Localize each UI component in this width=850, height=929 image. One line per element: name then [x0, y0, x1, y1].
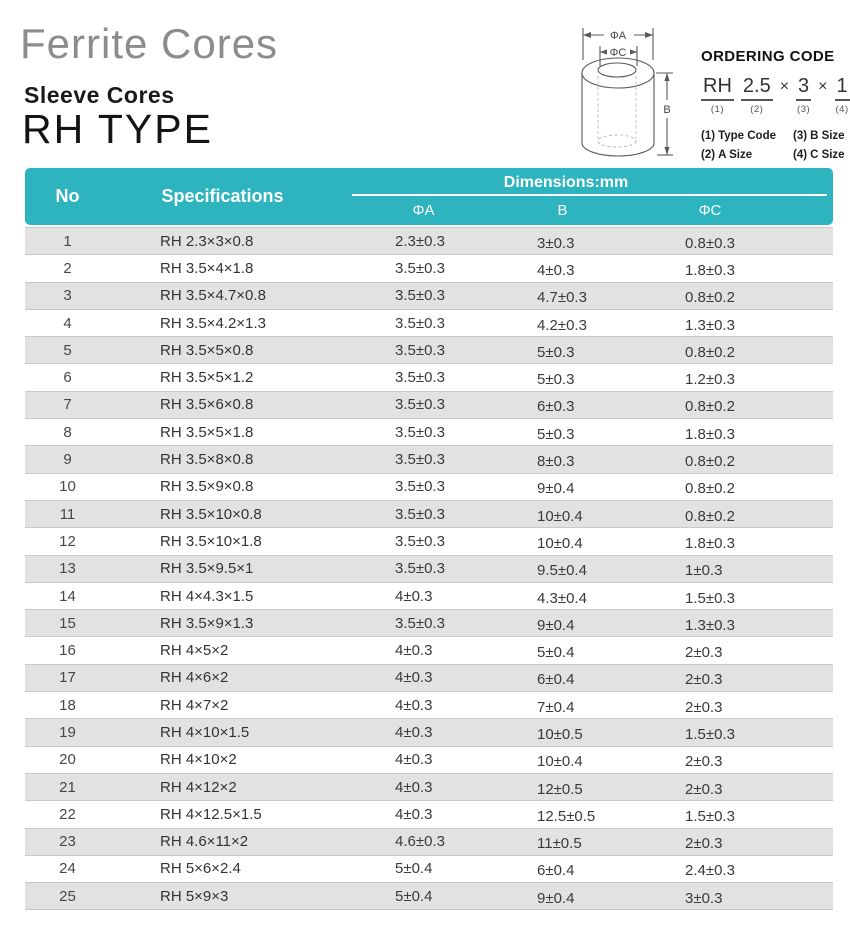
cell-dim-a: 3.5±0.3: [395, 423, 445, 441]
cell-dim-c: 2±0.3: [685, 753, 723, 771]
ordering-code-legend: [701, 130, 846, 161]
cell-no: 19: [59, 723, 76, 741]
cell-dim-b: 12.5±0.5: [537, 807, 596, 825]
table-row: [25, 719, 833, 746]
cell-dim-a: 4±0.3: [395, 723, 433, 741]
cell-dim-b: 3±0.3: [537, 234, 575, 252]
cell-spec: RH 5×9×3: [160, 887, 229, 905]
cell-dim-a: 4±0.3: [395, 669, 433, 687]
table-row: [25, 528, 833, 555]
cell-dim-c: 1.5±0.3: [685, 807, 735, 825]
page-subtitle: Sleeve Cores: [24, 82, 175, 108]
legend-label: C Size: [810, 149, 845, 161]
cell-no: 10: [59, 478, 76, 496]
cell-dim-b: 5±0.3: [537, 425, 575, 443]
cell-dim-b: 10±0.5: [537, 725, 583, 743]
table-row: [25, 501, 833, 528]
ordering-part-code: RH: [701, 76, 734, 101]
cell-dim-c: 0.8±0.2: [685, 289, 735, 307]
cell-dim-b: 10±0.4: [537, 753, 583, 771]
core-diagram: [560, 8, 710, 168]
cell-dim-c: 2±0.3: [685, 671, 723, 689]
dimensions-title: Dimensions:mm: [503, 174, 629, 191]
cell-dim-b: 4.2±0.3: [537, 316, 587, 334]
legend-label: A Size: [718, 149, 753, 161]
cell-spec: RH 3.5×8×0.8: [160, 451, 254, 469]
cell-dim-b: 8±0.3: [537, 453, 575, 471]
cell-dim-a: 3.5±0.3: [395, 396, 445, 414]
ordering-code-heading: ORDERING CODE: [701, 48, 835, 65]
cell-dim-c: 1.8±0.3: [685, 261, 735, 279]
cell-spec: RH 3.5×4.7×0.8: [160, 287, 266, 305]
table-row: [25, 474, 833, 501]
cell-no: 9: [63, 451, 72, 469]
cell-no: 21: [59, 778, 76, 796]
cell-dim-c: 0.8±0.2: [685, 398, 735, 416]
ordering-part-code: 1: [835, 76, 850, 101]
ordering-part-index: (2): [750, 104, 764, 115]
cell-spec: RH 3.5×9.5×1: [160, 560, 254, 578]
cell-spec: RH 3.5×6×0.8: [160, 396, 254, 414]
cell-dim-a: 4±0.3: [395, 778, 433, 796]
cell-spec: RH 5×6×2.4: [160, 860, 241, 878]
cell-no: 24: [59, 860, 76, 878]
cell-dim-b: 9.5±0.4: [537, 562, 587, 580]
cell-dim-b: 4.7±0.3: [537, 289, 587, 307]
ordering-part-index: (1): [710, 104, 724, 115]
table-row: [25, 610, 833, 637]
cell-dim-b: 6±0.4: [537, 862, 575, 880]
legend-key: (3): [793, 130, 808, 142]
cell-no: 25: [59, 887, 76, 905]
cell-no: 8: [63, 423, 72, 441]
column-header-specifications: Specifications: [161, 186, 284, 206]
cell-dim-c: 2.4±0.3: [685, 862, 735, 880]
table-row: [25, 446, 833, 473]
cell-no: 13: [59, 560, 76, 578]
cell-no: 20: [59, 751, 76, 769]
cell-no: 1: [63, 232, 72, 250]
cell-dim-c: 1.8±0.3: [685, 425, 735, 443]
cell-dim-c: 0.8±0.2: [685, 480, 735, 498]
table-row: [25, 747, 833, 774]
cell-dim-a: 3.5±0.3: [395, 341, 445, 359]
cell-spec: RH 4×12.5×1.5: [160, 805, 262, 823]
table-row: [25, 255, 833, 282]
cell-dim-a: 4±0.3: [395, 587, 433, 605]
cell-dim-c: 1±0.3: [685, 562, 723, 580]
type-title: RH TYPE: [22, 106, 213, 152]
table-row: [25, 801, 833, 828]
cell-dim-c: 0.8±0.2: [685, 453, 735, 471]
column-header-phi-c: ΦC: [698, 202, 722, 219]
cell-no: 3: [63, 287, 72, 305]
table-row: [25, 637, 833, 664]
cell-spec: RH 3.5×10×1.8: [160, 532, 262, 550]
legend-item: [701, 130, 793, 142]
table-row: [25, 556, 833, 583]
cell-dim-b: 6±0.3: [537, 398, 575, 416]
cell-spec: RH 3.5×9×1.3: [160, 614, 254, 632]
cell-dim-a: 5±0.4: [395, 860, 433, 878]
table-row: [25, 829, 833, 856]
ordering-code-panel: [701, 48, 849, 161]
cell-spec: RH 3.5×9×0.8: [160, 478, 254, 496]
cell-dim-c: 2±0.3: [685, 698, 723, 716]
cell-spec: RH 3.5×10×0.8: [160, 505, 262, 523]
cell-dim-a: 4±0.3: [395, 642, 433, 660]
cell-dim-c: 1.5±0.3: [685, 725, 735, 743]
cell-no: 18: [59, 696, 76, 714]
cell-dim-a: 3.5±0.3: [395, 532, 445, 550]
cell-dim-c: 1.3±0.3: [685, 616, 735, 634]
cell-spec: RH 4×5×2: [160, 642, 229, 660]
multiply-sign: ×: [779, 78, 790, 95]
cell-dim-a: 3.5±0.3: [395, 287, 445, 305]
table-header: [25, 168, 833, 225]
cell-dim-b: 11±0.5: [537, 835, 582, 853]
legend-label: Type Code: [718, 130, 776, 142]
legend-label: B Size: [810, 130, 845, 142]
cell-dim-c: 1.2±0.3: [685, 371, 735, 389]
ordering-part-type: [701, 76, 734, 115]
cell-dim-c: 0.8±0.3: [685, 234, 735, 252]
cell-dim-b: 9±0.4: [537, 480, 575, 498]
cell-no: 4: [63, 314, 72, 332]
cell-dim-a: 4±0.3: [395, 805, 433, 823]
cell-dim-a: 3.5±0.3: [395, 314, 445, 332]
table-row: [25, 883, 833, 910]
cell-dim-c: 2±0.3: [685, 780, 723, 798]
multiply-sign: ×: [818, 78, 828, 95]
cell-dim-c: 2±0.3: [685, 835, 723, 853]
legend-item: [793, 149, 846, 161]
diagram-label-a: ΦA: [609, 30, 627, 42]
cell-dim-b: 9±0.4: [537, 616, 575, 634]
cell-dim-c: 2±0.3: [685, 644, 723, 662]
cell-dim-b: 4.3±0.4: [537, 589, 587, 607]
table-row: [25, 228, 833, 255]
column-header-b: B: [557, 202, 568, 219]
dimensions-subheaders: [335, 196, 833, 225]
ordering-part-c: [835, 76, 850, 115]
page-title: Ferrite Cores: [20, 20, 279, 67]
legend-item: [701, 149, 793, 161]
cell-dim-a: 5±0.4: [395, 887, 433, 905]
cell-spec: RH 4×10×1.5: [160, 723, 250, 741]
sleeve-core-drawing-icon: [560, 8, 710, 168]
cell-no: 2: [63, 259, 72, 277]
ordering-part-index: (3): [797, 104, 811, 115]
cell-no: 5: [63, 341, 72, 359]
cell-spec: RH 4×6×2: [160, 669, 229, 687]
cell-dim-a: 3.5±0.3: [395, 478, 445, 496]
cell-dim-b: 12±0.5: [537, 780, 583, 798]
cell-dim-c: 1.8±0.3: [685, 534, 735, 552]
cell-dim-a: 3.5±0.3: [395, 560, 445, 578]
cell-dim-c: 1.3±0.3: [685, 316, 735, 334]
legend-key: (1): [701, 130, 716, 142]
ordering-code-example: [701, 75, 849, 115]
cell-no: 11: [59, 505, 76, 523]
cell-dim-a: 4±0.3: [395, 696, 433, 714]
cell-dim-b: 5±0.4: [537, 644, 575, 662]
cell-dim-a: 3.5±0.3: [395, 259, 445, 277]
cell-dim-a: 3.5±0.3: [395, 505, 445, 523]
cell-dim-a: 3.5±0.3: [395, 369, 445, 387]
cell-dim-c: 0.8±0.2: [685, 507, 735, 525]
table-row: [25, 665, 833, 692]
table-row: [25, 692, 833, 719]
table-row: [25, 337, 833, 364]
table-row: [25, 392, 833, 419]
table-row: [25, 774, 833, 801]
cell-spec: RH 3.5×5×1.8: [160, 423, 254, 441]
column-header-no: No: [55, 186, 80, 206]
cell-dim-a: 4.6±0.3: [395, 833, 445, 851]
cell-dim-c: 0.8±0.2: [685, 343, 735, 361]
table-row: [25, 856, 833, 883]
ordering-part-index: (4): [835, 104, 849, 115]
cell-spec: RH 4×12×2: [160, 778, 237, 796]
column-header-phi-a: ΦA: [412, 202, 435, 219]
cell-dim-a: 4±0.3: [395, 751, 433, 769]
cell-spec: RH 3.5×5×1.2: [160, 369, 254, 387]
cell-no: 17: [59, 669, 76, 687]
cell-dim-b: 7±0.4: [537, 698, 575, 716]
cell-dim-a: 3.5±0.3: [395, 614, 445, 632]
cell-no: 15: [59, 614, 76, 632]
cell-no: 6: [63, 369, 72, 387]
cell-dim-b: 6±0.4: [537, 671, 575, 689]
diagram-label-b: B: [663, 104, 671, 116]
cell-no: 14: [59, 587, 76, 605]
cell-dim-b: 5±0.3: [537, 343, 575, 361]
cell-spec: RH 3.5×5×0.8: [160, 341, 254, 359]
cell-spec: RH 3.5×4.2×1.3: [160, 314, 266, 332]
cell-dim-b: 4±0.3: [537, 261, 575, 279]
cell-dim-b: 10±0.4: [537, 507, 583, 525]
cell-spec: RH 4.6×11×2: [160, 833, 249, 851]
legend-key: (4): [793, 149, 808, 161]
cell-spec: RH 3.5×4×1.8: [160, 259, 254, 277]
table-body: [25, 227, 833, 910]
cell-dim-c: 1.5±0.3: [685, 589, 735, 607]
cell-no: 16: [59, 642, 76, 660]
cell-no: 12: [59, 532, 76, 550]
legend-key: (2): [701, 149, 716, 161]
table-row: [25, 419, 833, 446]
cell-dim-b: 9±0.4: [537, 889, 575, 907]
diagram-label-c: ΦC: [609, 47, 627, 59]
cell-dim-a: 3.5±0.3: [395, 451, 445, 469]
ordering-part-code: 3: [796, 76, 811, 101]
table-row: [25, 283, 833, 310]
cell-spec: RH 4×7×2: [160, 696, 229, 714]
cell-dim-b: 5±0.3: [537, 371, 575, 389]
cell-dim-b: 10±0.4: [537, 534, 583, 552]
cell-spec: RH 4×10×2: [160, 751, 237, 769]
cell-no: 22: [59, 805, 76, 823]
cell-dim-c: 3±0.3: [685, 889, 723, 907]
cell-no: 23: [59, 833, 76, 851]
ordering-part-b: [796, 76, 811, 115]
table-row: [25, 364, 833, 391]
specifications-table: [25, 168, 833, 910]
cell-no: 7: [63, 396, 72, 414]
ordering-part-code: 2.5: [741, 76, 773, 101]
legend-item: [793, 130, 846, 142]
table-row: [25, 583, 833, 610]
cell-spec: RH 4×4.3×1.5: [160, 587, 254, 605]
table-row: [25, 310, 833, 337]
cell-dim-a: 2.3±0.3: [395, 232, 445, 250]
column-header-dimensions: [335, 168, 833, 225]
ordering-part-a: [741, 76, 773, 115]
cell-spec: RH 2.3×3×0.8: [160, 232, 254, 250]
